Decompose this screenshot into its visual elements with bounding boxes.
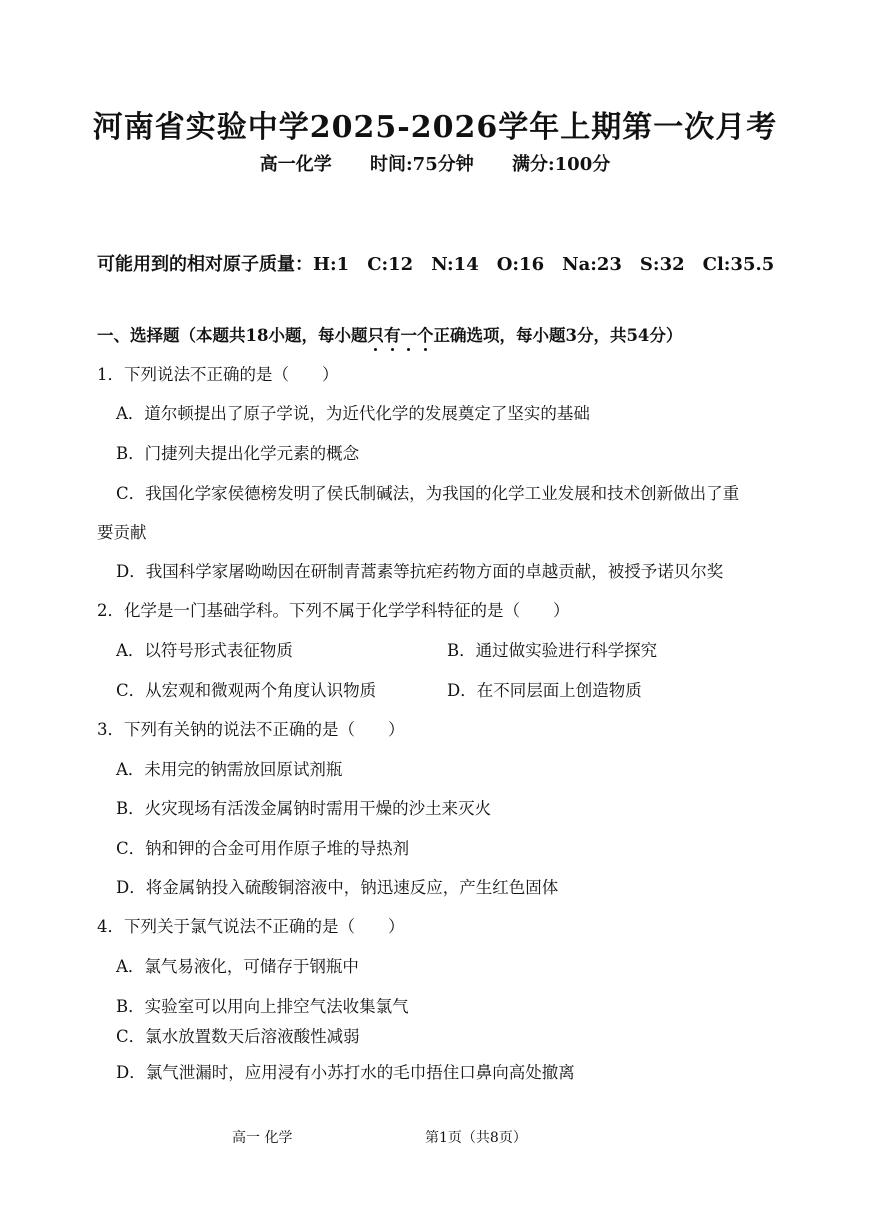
emphasis-char: 个 bbox=[416, 326, 434, 345]
atomic-mass-item: C:12 bbox=[367, 254, 414, 275]
question-stem: 2．化学是一门基础学科。下列不属于化学学科特征的是（ ） bbox=[97, 601, 570, 620]
emphasis-char: 有 bbox=[383, 326, 401, 345]
question-option: B．门捷列夫提出化学元素的概念 bbox=[116, 444, 360, 463]
question-option: C．钠和钾的合金可用作原子堆的导热剂 bbox=[116, 839, 410, 858]
atomic-mass-item: N:14 bbox=[431, 254, 479, 275]
exam-subtitle bbox=[0, 150, 870, 176]
exam-title: 河南省实验中学2025-2026学年上期第一次月考 bbox=[92, 110, 778, 145]
question-stem: 3．下列有关钠的说法不正确的是（ ） bbox=[97, 720, 405, 739]
score-label: 满分:100分 bbox=[512, 154, 611, 175]
question-option: B．实验室可以用向上排空气法收集氯气 bbox=[116, 997, 409, 1016]
question-option: C．我国化学家侯德榜发明了侯氏制碱法，为我国的化学工业发展和技术创新做出了重 bbox=[116, 484, 740, 503]
subject-label: 高一化学 bbox=[259, 154, 332, 175]
atomic-mass-item: H:1 bbox=[313, 254, 350, 275]
section-heading-pre: 一、选择题（本题共18小题，每小题 bbox=[97, 326, 368, 345]
question-stem: 4．下列关于氯气说法不正确的是（ ） bbox=[97, 917, 405, 936]
footer-page-number: 第1页（共8页） bbox=[425, 1130, 527, 1146]
question-option: C．从宏观和微观两个角度认识物质 bbox=[116, 681, 377, 700]
question-option: A．以符号形式表征物质 bbox=[116, 641, 293, 660]
emphasis-char: 一 bbox=[400, 326, 417, 345]
question-option: C．氯水放置数天后溶液酸性减弱 bbox=[116, 1027, 360, 1046]
atomic-masses-label: 可能用到的相对原子质量： bbox=[97, 254, 313, 275]
question-option: B．通过做实验进行科学探究 bbox=[447, 641, 658, 660]
question-option: A．未用完的钠需放回原试剂瓶 bbox=[116, 760, 343, 779]
time-label: 时间:75分钟 bbox=[370, 154, 474, 175]
question-option: D．在不同层面上创造物质 bbox=[447, 681, 642, 700]
atomic-mass-item: Na:23 bbox=[562, 254, 622, 275]
question-option: A．氯气易液化，可储存于钢瓶中 bbox=[116, 957, 359, 976]
footer-subject: 高一 化学 bbox=[232, 1130, 293, 1146]
question-option: D．将金属钠投入硫酸铜溶液中，钠迅速反应，产生红色固体 bbox=[116, 878, 559, 897]
atomic-mass-item: S:32 bbox=[639, 254, 685, 275]
atomic-mass-item: Cl:35.5 bbox=[702, 254, 775, 275]
atomic-mass-item: O:16 bbox=[496, 254, 545, 275]
emphasis-char: 只 bbox=[367, 326, 384, 345]
section-heading-post: 正确选项，每小题3分，共54分） bbox=[433, 326, 683, 345]
question-option: B．火灾现场有活泼金属钠时需用干燥的沙土来灭火 bbox=[116, 799, 492, 818]
question-option-continuation: 要贡献 bbox=[97, 523, 147, 542]
question-option: D．氯气泄漏时，应用浸有小苏打水的毛巾捂住口鼻向高处撤离 bbox=[116, 1063, 575, 1082]
question-option: D．我国科学家屠呦呦因在研制青蒿素等抗疟药物方面的卓越贡献，被授予诺贝尔奖 bbox=[116, 562, 724, 581]
section-heading bbox=[97, 322, 682, 346]
atomic-masses bbox=[97, 250, 857, 276]
question-option: A．道尔顿提出了原子学说，为近代化学的发展奠定了坚实的基础 bbox=[116, 404, 590, 423]
question-stem: 1．下列说法不正确的是（ ） bbox=[97, 365, 339, 384]
